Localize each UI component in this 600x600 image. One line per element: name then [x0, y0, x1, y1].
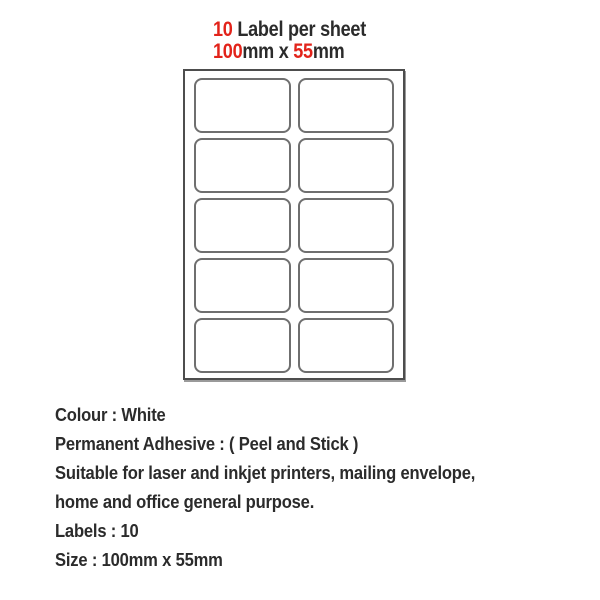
label-cell	[194, 198, 291, 253]
spec-adhesive: Permanent Adhesive : ( Peel and Stick )	[55, 434, 359, 454]
product-specs	[55, 401, 475, 575]
title-line-2-end: mm	[312, 40, 345, 63]
label-cell	[298, 258, 395, 313]
label-cell	[298, 318, 395, 373]
label-cell	[298, 138, 395, 193]
title-line-1	[213, 19, 366, 41]
label-cell	[298, 78, 395, 133]
title	[213, 19, 366, 63]
label-height-highlight: 55	[293, 40, 313, 63]
label-cell	[194, 138, 291, 193]
label-cell	[298, 198, 395, 253]
label-count-highlight: 10	[213, 18, 233, 41]
spec-size: Size : 100mm x 55mm	[55, 550, 223, 570]
spec-label-count: Labels : 10	[55, 521, 139, 541]
title-line-1-text: Label per sheet	[232, 18, 366, 41]
label-grid	[185, 71, 403, 378]
spec-colour: Colour : White	[55, 405, 166, 425]
label-cell	[194, 318, 291, 373]
title-line-2	[213, 41, 366, 63]
title-line-2-mid: mm x	[242, 40, 294, 63]
label-sheet	[183, 69, 405, 380]
label-width-highlight: 100	[213, 40, 243, 63]
label-cell	[194, 258, 291, 313]
spec-suitability-line-2: home and office general purpose.	[55, 492, 315, 512]
spec-suitability-line-1: Suitable for laser and inkjet printers, mailing envelope,	[55, 463, 476, 483]
label-cell	[194, 78, 291, 133]
